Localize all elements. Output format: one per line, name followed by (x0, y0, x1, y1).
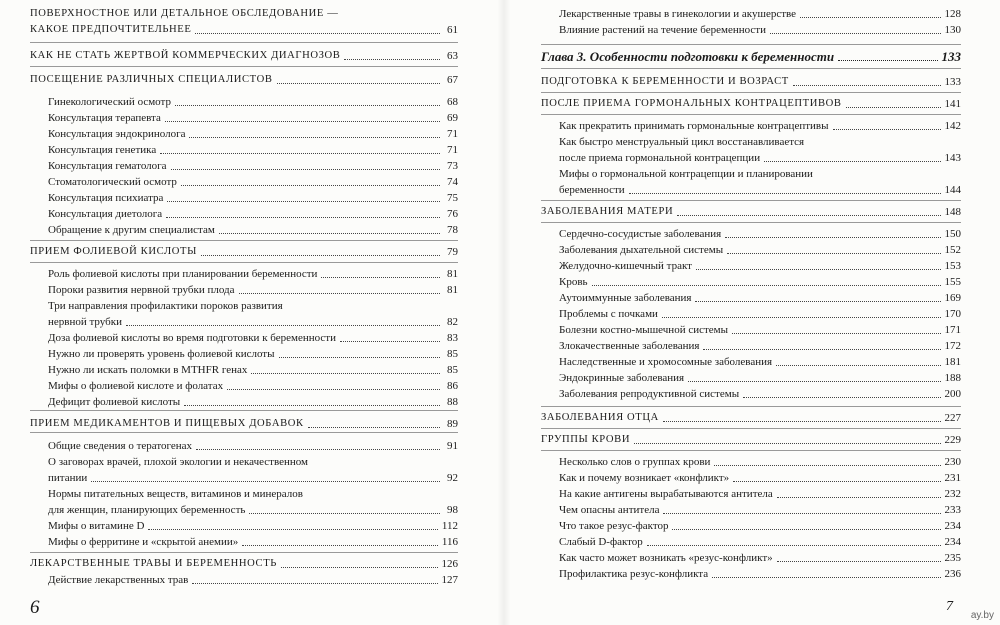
dot-leader (126, 324, 440, 326)
toc-title: Действие лекарственных трав (48, 574, 189, 586)
toc-title: Аутоиммунные заболевания (559, 292, 692, 304)
toc-title: Эндокринные заболевания (559, 372, 685, 384)
toc-page-number: 130 (944, 24, 961, 36)
toc-title: Кровь (559, 276, 588, 288)
toc-section[interactable] (30, 22, 458, 38)
toc-page-number: 85 (447, 348, 458, 360)
toc-item[interactable] (541, 370, 961, 386)
toc-title: О заговорах врачей, плохой экологии и некачественном (48, 456, 308, 468)
toc-title: Обращение к другим специалистам (48, 224, 215, 236)
toc-title: КАКОЕ ПРЕДПОЧТИТЕЛЬНЕЕ (30, 24, 192, 35)
dot-leader (340, 340, 440, 342)
dot-leader (249, 512, 440, 514)
dot-leader (776, 364, 940, 366)
toc-title: Лекарственные травы в гинекологии и акушерстве (559, 8, 797, 20)
toc-section[interactable] (30, 48, 458, 64)
toc-item[interactable] (541, 22, 961, 38)
toc-item[interactable] (541, 518, 961, 534)
section-divider (541, 92, 961, 93)
toc-section[interactable] (30, 244, 458, 260)
toc-page-number: 230 (944, 456, 961, 468)
toc-section[interactable] (541, 96, 961, 112)
toc-page-number: 126 (441, 558, 458, 570)
toc-page-number: 63 (447, 50, 458, 62)
toc-section[interactable] (30, 556, 458, 572)
toc-item[interactable] (30, 518, 458, 534)
dot-leader (663, 420, 941, 422)
toc-page-number: 83 (447, 332, 458, 344)
toc-page-number: 155 (944, 276, 961, 288)
section-divider (541, 200, 961, 201)
toc-item[interactable] (541, 534, 961, 550)
book-gutter (497, 0, 511, 625)
toc-title: ПРИЕМ МЕДИКАМЕНТОВ И ПИЩЕВЫХ ДОБАВОК (30, 418, 304, 429)
toc-item[interactable] (30, 438, 458, 454)
toc-title: Пороки развития нервной трубки плода (48, 284, 235, 296)
dot-leader (166, 216, 440, 218)
toc-page-number: 234 (944, 520, 961, 532)
toc-title: Профилактика резус-конфликта (559, 568, 709, 580)
dot-leader (184, 404, 440, 406)
toc-page-number: 61 (447, 24, 458, 36)
toc-item[interactable] (541, 354, 961, 370)
toc-title: Роль фолиевой кислоты при планировании беременности (48, 268, 318, 280)
dot-leader (192, 582, 437, 584)
section-divider (30, 432, 458, 433)
toc-page-number: 86 (447, 380, 458, 392)
toc-item[interactable] (30, 158, 458, 174)
toc-title: Мифы о ферритине и «скрытой анемии» (48, 536, 239, 548)
toc-title: ЗАБОЛЕВАНИЯ МАТЕРИ (541, 206, 674, 217)
toc-page-number: 71 (447, 128, 458, 140)
dot-leader (647, 544, 941, 546)
toc-page-number: 232 (944, 488, 961, 500)
left-page-number: 6 (30, 597, 40, 618)
toc-page-number: 141 (944, 98, 961, 110)
toc-section[interactable] (541, 410, 961, 426)
toc-title: беременности (559, 184, 625, 196)
toc-item[interactable] (30, 190, 458, 206)
dot-leader (165, 120, 440, 122)
toc-title: Как и почему возникает «конфликт» (559, 472, 730, 484)
toc-item[interactable] (541, 226, 961, 242)
dot-leader (195, 32, 440, 34)
toc-page-number: 79 (447, 246, 458, 258)
toc-title: Мифы о витамине D (48, 520, 145, 532)
toc-title: Что такое резус-фактор (559, 520, 669, 532)
toc-page-number: 152 (944, 244, 961, 256)
toc-page-number: 229 (944, 434, 961, 446)
toc-item[interactable] (30, 298, 458, 314)
section-divider (30, 240, 458, 241)
toc-page-number: 171 (944, 324, 961, 336)
dot-leader (277, 82, 440, 84)
toc-title: Глава 3. Особенности подготовки к беременности (541, 49, 835, 64)
dot-leader (227, 388, 440, 390)
toc-item[interactable] (30, 174, 458, 190)
toc-title: Нужно ли искать поломки в MTHFR генах (48, 364, 248, 376)
toc-title: Консультация диетолога (48, 208, 163, 220)
toc-title: Проблемы с почками (559, 308, 658, 320)
dot-leader (714, 464, 940, 466)
dot-leader (242, 544, 438, 546)
toc-page-number: 85 (447, 364, 458, 376)
dot-leader (251, 372, 440, 374)
dot-leader (344, 58, 440, 60)
watermark: ay.by (970, 610, 994, 621)
toc-item[interactable] (30, 126, 458, 142)
toc-item[interactable] (30, 346, 458, 362)
section-divider (541, 222, 961, 223)
dot-leader (160, 152, 440, 154)
toc-title: Как прекратить принимать гормональные контрацептивы (559, 120, 829, 132)
dot-leader (743, 396, 940, 398)
toc-item[interactable] (541, 182, 961, 198)
toc-title: Мифы о фолиевой кислоте и фолатах (48, 380, 224, 392)
toc-title: Как быстро менструальный цикл восстанавливается (559, 136, 805, 148)
dot-leader (800, 16, 940, 18)
toc-page-number: 69 (447, 112, 458, 124)
toc-page-number: 188 (944, 372, 961, 384)
dot-leader (777, 560, 941, 562)
section-divider (30, 66, 458, 67)
toc-page-number: 235 (944, 552, 961, 564)
dot-leader (634, 442, 940, 444)
toc-title: Три направления профилактики пороков развития (48, 300, 283, 312)
toc-page-number: 67 (447, 74, 458, 86)
toc-title: Злокачественные заболевания (559, 340, 700, 352)
toc-item[interactable] (30, 502, 458, 518)
toc-page-number: 144 (944, 184, 961, 196)
toc-item[interactable] (541, 118, 961, 134)
toc-item[interactable] (541, 470, 961, 486)
dot-leader (733, 480, 940, 482)
dot-leader (677, 214, 940, 216)
toc-item[interactable] (541, 454, 961, 470)
toc-item[interactable] (541, 386, 961, 402)
section-divider (30, 262, 458, 263)
toc-section[interactable] (541, 74, 961, 90)
toc-page-number: 112 (441, 520, 458, 532)
toc-item[interactable] (30, 266, 458, 282)
toc-item[interactable] (30, 362, 458, 378)
toc-page-number: 127 (441, 574, 458, 586)
dot-leader (308, 426, 440, 428)
toc-page-number: 89 (447, 418, 458, 430)
toc-title: Дефицит фолиевой кислоты (48, 396, 181, 408)
toc-title: Заболевания дыхательной системы (559, 244, 724, 256)
section-divider (541, 114, 961, 115)
dot-leader (219, 232, 440, 234)
dot-leader (167, 200, 440, 202)
toc-page-number: 170 (944, 308, 961, 320)
toc-item[interactable] (30, 486, 458, 502)
dot-leader (764, 160, 940, 162)
toc-item[interactable] (541, 274, 961, 290)
toc-page-number: 181 (944, 356, 961, 368)
toc-page-number: 71 (447, 144, 458, 156)
toc-title: Консультация эндокринолога (48, 128, 186, 140)
toc-page-number: 133 (944, 76, 961, 88)
toc-title: Влияние растений на течение беременности (559, 24, 766, 36)
toc-section[interactable] (30, 416, 458, 432)
toc-page-number: 81 (447, 268, 458, 280)
toc-title: ПОСЕЩЕНИЕ РАЗЛИЧНЫХ СПЕЦИАЛИСТОВ (30, 74, 273, 85)
toc-item[interactable] (541, 242, 961, 258)
dot-leader (279, 356, 440, 358)
dot-leader (695, 300, 940, 302)
dot-leader (281, 566, 438, 568)
toc-title: Желудочно-кишечный тракт (559, 260, 692, 272)
toc-title: Общие сведения о тератогенах (48, 440, 193, 452)
dot-leader (175, 104, 440, 106)
dot-leader (201, 254, 440, 256)
toc-page-number: 148 (944, 206, 961, 218)
toc-item[interactable] (541, 150, 961, 166)
section-divider (541, 44, 961, 45)
toc-title: ПОСЛЕ ПРИЕМА ГОРМОНАЛЬНЫХ КОНТРАЦЕПТИВОВ (541, 98, 842, 109)
dot-leader (321, 276, 440, 278)
toc-title: Наследственные и хромосомные заболевания (559, 356, 773, 368)
toc-section[interactable] (541, 204, 961, 220)
toc-title: Мифы о гормональной контрацепции и планировании (559, 168, 813, 180)
dot-leader (732, 332, 940, 334)
dot-leader (181, 184, 440, 186)
toc-page-number: 91 (447, 440, 458, 452)
toc-page-number: 88 (447, 396, 458, 408)
toc-title: нервной трубки (48, 316, 122, 328)
toc-title: ПОДГОТОВКА К БЕРЕМЕННОСТИ И ВОЗРАСТ (541, 76, 789, 87)
toc-item[interactable] (541, 134, 961, 150)
toc-title: ГРУППЫ КРОВИ (541, 434, 631, 445)
toc-item[interactable] (541, 306, 961, 322)
toc-page-number: 227 (944, 412, 961, 424)
toc-page-number: 75 (447, 192, 458, 204)
toc-item[interactable] (30, 454, 458, 470)
dot-leader (727, 252, 940, 254)
toc-title: Нормы питательных веществ, витаминов и минералов (48, 488, 303, 500)
toc-page-number: 98 (447, 504, 458, 516)
toc-page-number: 133 (941, 49, 961, 64)
toc-page-number: 92 (447, 472, 458, 484)
toc-title: Несколько слов о группах крови (559, 456, 711, 468)
toc-page-number: 116 (441, 536, 458, 548)
section-divider (30, 552, 458, 553)
toc-item[interactable] (30, 222, 458, 238)
dot-leader (592, 284, 941, 286)
toc-title: Слабый D-фактор (559, 536, 643, 548)
toc-title: для женщин, планирующих беременность (48, 504, 246, 516)
toc-page-number: 234 (944, 536, 961, 548)
toc-title: Консультация генетика (48, 144, 157, 156)
toc-title: после приема гормональной контрацепции (559, 152, 761, 164)
toc-item[interactable] (30, 330, 458, 346)
toc-item[interactable] (541, 566, 961, 582)
toc-title: ПОВЕРХНОСТНОЕ ИЛИ ДЕТАЛЬНОЕ ОБСЛЕДОВАНИЕ — (30, 8, 339, 19)
toc-item[interactable] (541, 550, 961, 566)
toc-item[interactable] (30, 394, 458, 410)
toc-title: Нужно ли проверять уровень фолиевой кислоты (48, 348, 275, 360)
toc-page-number: 81 (447, 284, 458, 296)
dot-leader (712, 576, 940, 578)
toc-title: Консультация терапевта (48, 112, 161, 124)
section-divider (541, 406, 961, 407)
toc-title: Консультация гематолога (48, 160, 167, 172)
dot-leader (672, 528, 940, 530)
dot-leader (777, 496, 941, 498)
toc-page-number: 169 (944, 292, 961, 304)
toc-item[interactable] (30, 206, 458, 222)
toc-page-number: 74 (447, 176, 458, 188)
toc-section[interactable] (30, 6, 458, 22)
dot-leader (148, 528, 438, 530)
toc-item[interactable] (30, 470, 458, 486)
toc-page-number: 82 (447, 316, 458, 328)
toc-title: Сердечно-сосудистые заболевания (559, 228, 722, 240)
toc-item[interactable] (541, 258, 961, 274)
toc-page-number: 142 (944, 120, 961, 132)
toc-page-number: 73 (447, 160, 458, 172)
toc-title: Как часто может возникать «резус-конфликт» (559, 552, 773, 564)
toc-item[interactable] (541, 502, 961, 518)
toc-title: питании (48, 472, 88, 484)
dot-leader (696, 268, 941, 270)
toc-page-number: 172 (944, 340, 961, 352)
dot-leader (239, 292, 441, 294)
toc-item[interactable] (30, 378, 458, 394)
toc-title: ПРИЕМ ФОЛИЕВОЙ КИСЛОТЫ (30, 246, 197, 257)
toc-title: Чем опасны антитела (559, 504, 660, 516)
dot-leader (91, 480, 440, 482)
toc-item[interactable] (541, 338, 961, 354)
toc-title: Доза фолиевой кислоты во время подготовки к беременности (48, 332, 336, 344)
toc-item[interactable] (541, 322, 961, 338)
toc-page-number: 200 (944, 388, 961, 400)
section-divider (30, 410, 458, 411)
toc-item[interactable] (541, 290, 961, 306)
toc-page-number: 143 (944, 152, 961, 164)
toc-title: Заболевания репродуктивной системы (559, 388, 740, 400)
toc-page-number: 76 (447, 208, 458, 220)
dot-leader (189, 136, 440, 138)
toc-item[interactable] (30, 534, 458, 550)
dot-leader (770, 32, 941, 34)
dot-leader (833, 128, 941, 130)
dot-leader (662, 316, 941, 318)
toc-title: Стоматологический осмотр (48, 176, 177, 188)
dot-leader (196, 448, 440, 450)
toc-page-number: 150 (944, 228, 961, 240)
toc-section[interactable] (30, 72, 458, 88)
dot-leader (725, 236, 940, 238)
toc-chapter[interactable] (541, 48, 961, 66)
toc-item[interactable] (30, 110, 458, 126)
toc-title: ЛЕКАРСТВЕННЫЕ ТРАВЫ И БЕРЕМЕННОСТЬ (30, 558, 277, 569)
toc-section[interactable] (541, 432, 961, 448)
dot-leader (838, 59, 937, 61)
dot-leader (629, 192, 941, 194)
toc-title: Гинекологический осмотр (48, 96, 171, 108)
section-divider (30, 42, 458, 43)
toc-title: На какие антигены вырабатываются антитела (559, 488, 773, 500)
dot-leader (846, 106, 941, 108)
toc-title: ЗАБОЛЕВАНИЯ ОТЦА (541, 412, 659, 423)
toc-title: КАК НЕ СТАТЬ ЖЕРТВОЙ КОММЕРЧЕСКИХ ДИАГНОЗОВ (30, 50, 341, 61)
dot-leader (688, 380, 940, 382)
section-divider (541, 450, 961, 451)
toc-page-number: 128 (944, 8, 961, 20)
toc-title: Консультация психиатра (48, 192, 164, 204)
toc-item[interactable] (541, 166, 961, 182)
dot-leader (171, 168, 440, 170)
dot-leader (703, 348, 940, 350)
toc-page-number: 233 (944, 504, 961, 516)
right-page-number: 7 (946, 599, 953, 614)
toc-item[interactable] (541, 6, 961, 22)
toc-item[interactable] (30, 94, 458, 110)
toc-title: Болезни костно-мышечной системы (559, 324, 729, 336)
toc-page-number: 153 (944, 260, 961, 272)
toc-page-number: 68 (447, 96, 458, 108)
toc-page-number: 78 (447, 224, 458, 236)
toc-page-number: 231 (944, 472, 961, 484)
section-divider (541, 428, 961, 429)
toc-item[interactable] (30, 314, 458, 330)
dot-leader (793, 84, 941, 86)
dot-leader (663, 512, 940, 514)
toc-item[interactable] (30, 572, 458, 588)
toc-page-number: 236 (944, 568, 961, 580)
toc-item[interactable] (541, 486, 961, 502)
section-divider (541, 68, 961, 69)
toc-item[interactable] (30, 142, 458, 158)
toc-item[interactable] (30, 282, 458, 298)
